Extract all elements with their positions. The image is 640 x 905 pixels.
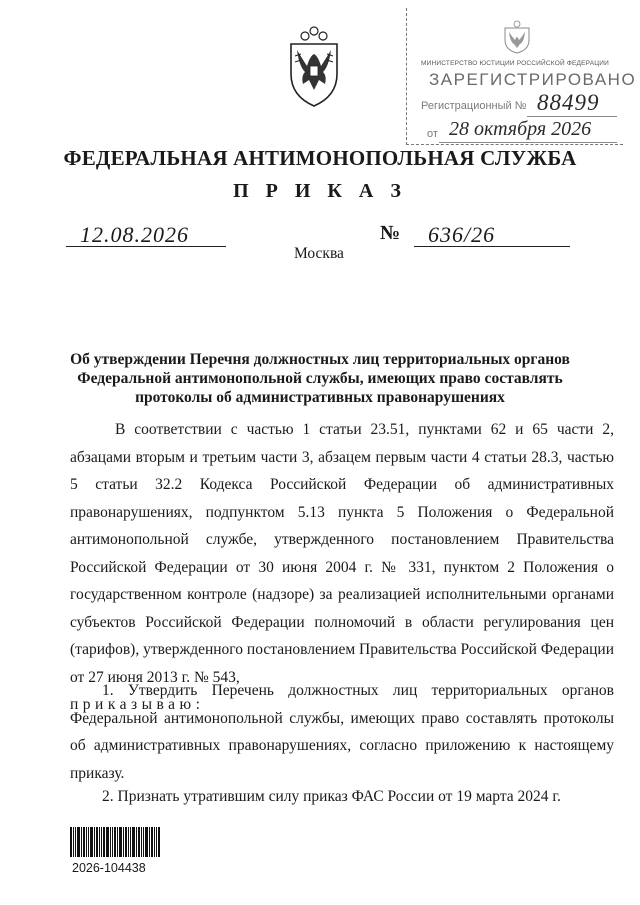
- stamp-date-line: [439, 142, 617, 143]
- coat-of-arms-emblem: [283, 26, 345, 108]
- ministry-emblem-icon: [499, 18, 535, 54]
- barcode: [70, 827, 160, 857]
- document-id: 2026-104438: [72, 861, 146, 875]
- stamp-ministry-name: МИНИСТЕРСТВО ЮСТИЦИИ РОССИЙСКОЙ ФЕДЕРАЦИИ: [421, 60, 610, 67]
- stamp-from-label: от: [427, 128, 438, 140]
- number-sign: №: [380, 222, 401, 244]
- stamp-regnum-label: Регистрационный №: [421, 100, 527, 112]
- city-label: Москва: [294, 245, 344, 262]
- preamble-text: В соответствии с частью 1 статьи 23.51, пунктами 62 и 65 части 2, абзацами вторым и третьим части 3, абзацем первым части 4 статьи 28.3, частью 5 статьи 32.2 Кодекса Российской Федерации об административных правонарушениях, подпунктом 5.13 пункта 5 Положения о Федеральной антимонопольной службе, утвержденного постановлением Правительства Российской Федерации от 30 июня 2004 г. № 331, пунктом 2 Положения о государственном контроле (надзоре) за реализацией исполнительными органами субъектов Российской Федерации полномочий в области регулирования цен (тарифов), утвержденного постановлением Правительства Российской Федерации от 27 июня 2013 г. № 543,: [70, 421, 614, 686]
- stamp-registered-text: ЗАРЕГИСТРИРОВАНО: [429, 70, 637, 89]
- stamp-date-handwritten: 28 октября 2026: [449, 118, 592, 140]
- document-type-title: П Р И К А З: [233, 180, 407, 202]
- item-1-paragraph: 1. Утвердить Перечень должностных лиц территориальных органов Федеральной антимонопольной службы, имеющих право составлять протоколы об административных правонарушениях, согласно приложению к настоящему приказу.: [70, 682, 614, 782]
- stamp-regnum-line: [527, 116, 617, 117]
- preamble-paragraph: [70, 416, 614, 719]
- stamp-regnum-handwritten: 88499: [537, 90, 600, 115]
- order-date-field: [66, 220, 226, 247]
- order-number-handwritten: 636/26: [428, 222, 496, 247]
- item-2-paragraph: 2. Признать утратившим силу приказ ФАС России от 19 марта 2024 г.: [102, 788, 561, 805]
- order-number-field: [414, 220, 570, 247]
- agency-title: ФЕДЕРАЛЬНАЯ АНТИМОНОПОЛЬНАЯ СЛУЖБА: [63, 146, 577, 170]
- order-word: приказываю:: [70, 696, 205, 713]
- order-subject: Об утверждении Перечня должностных лиц территориальных органов Федеральной антимонопольной службы, имеющих право составлять протоколы об административных правонарушениях: [70, 351, 570, 406]
- registration-stamp: [406, 8, 637, 145]
- order-date-handwritten: 12.08.2026: [80, 222, 189, 247]
